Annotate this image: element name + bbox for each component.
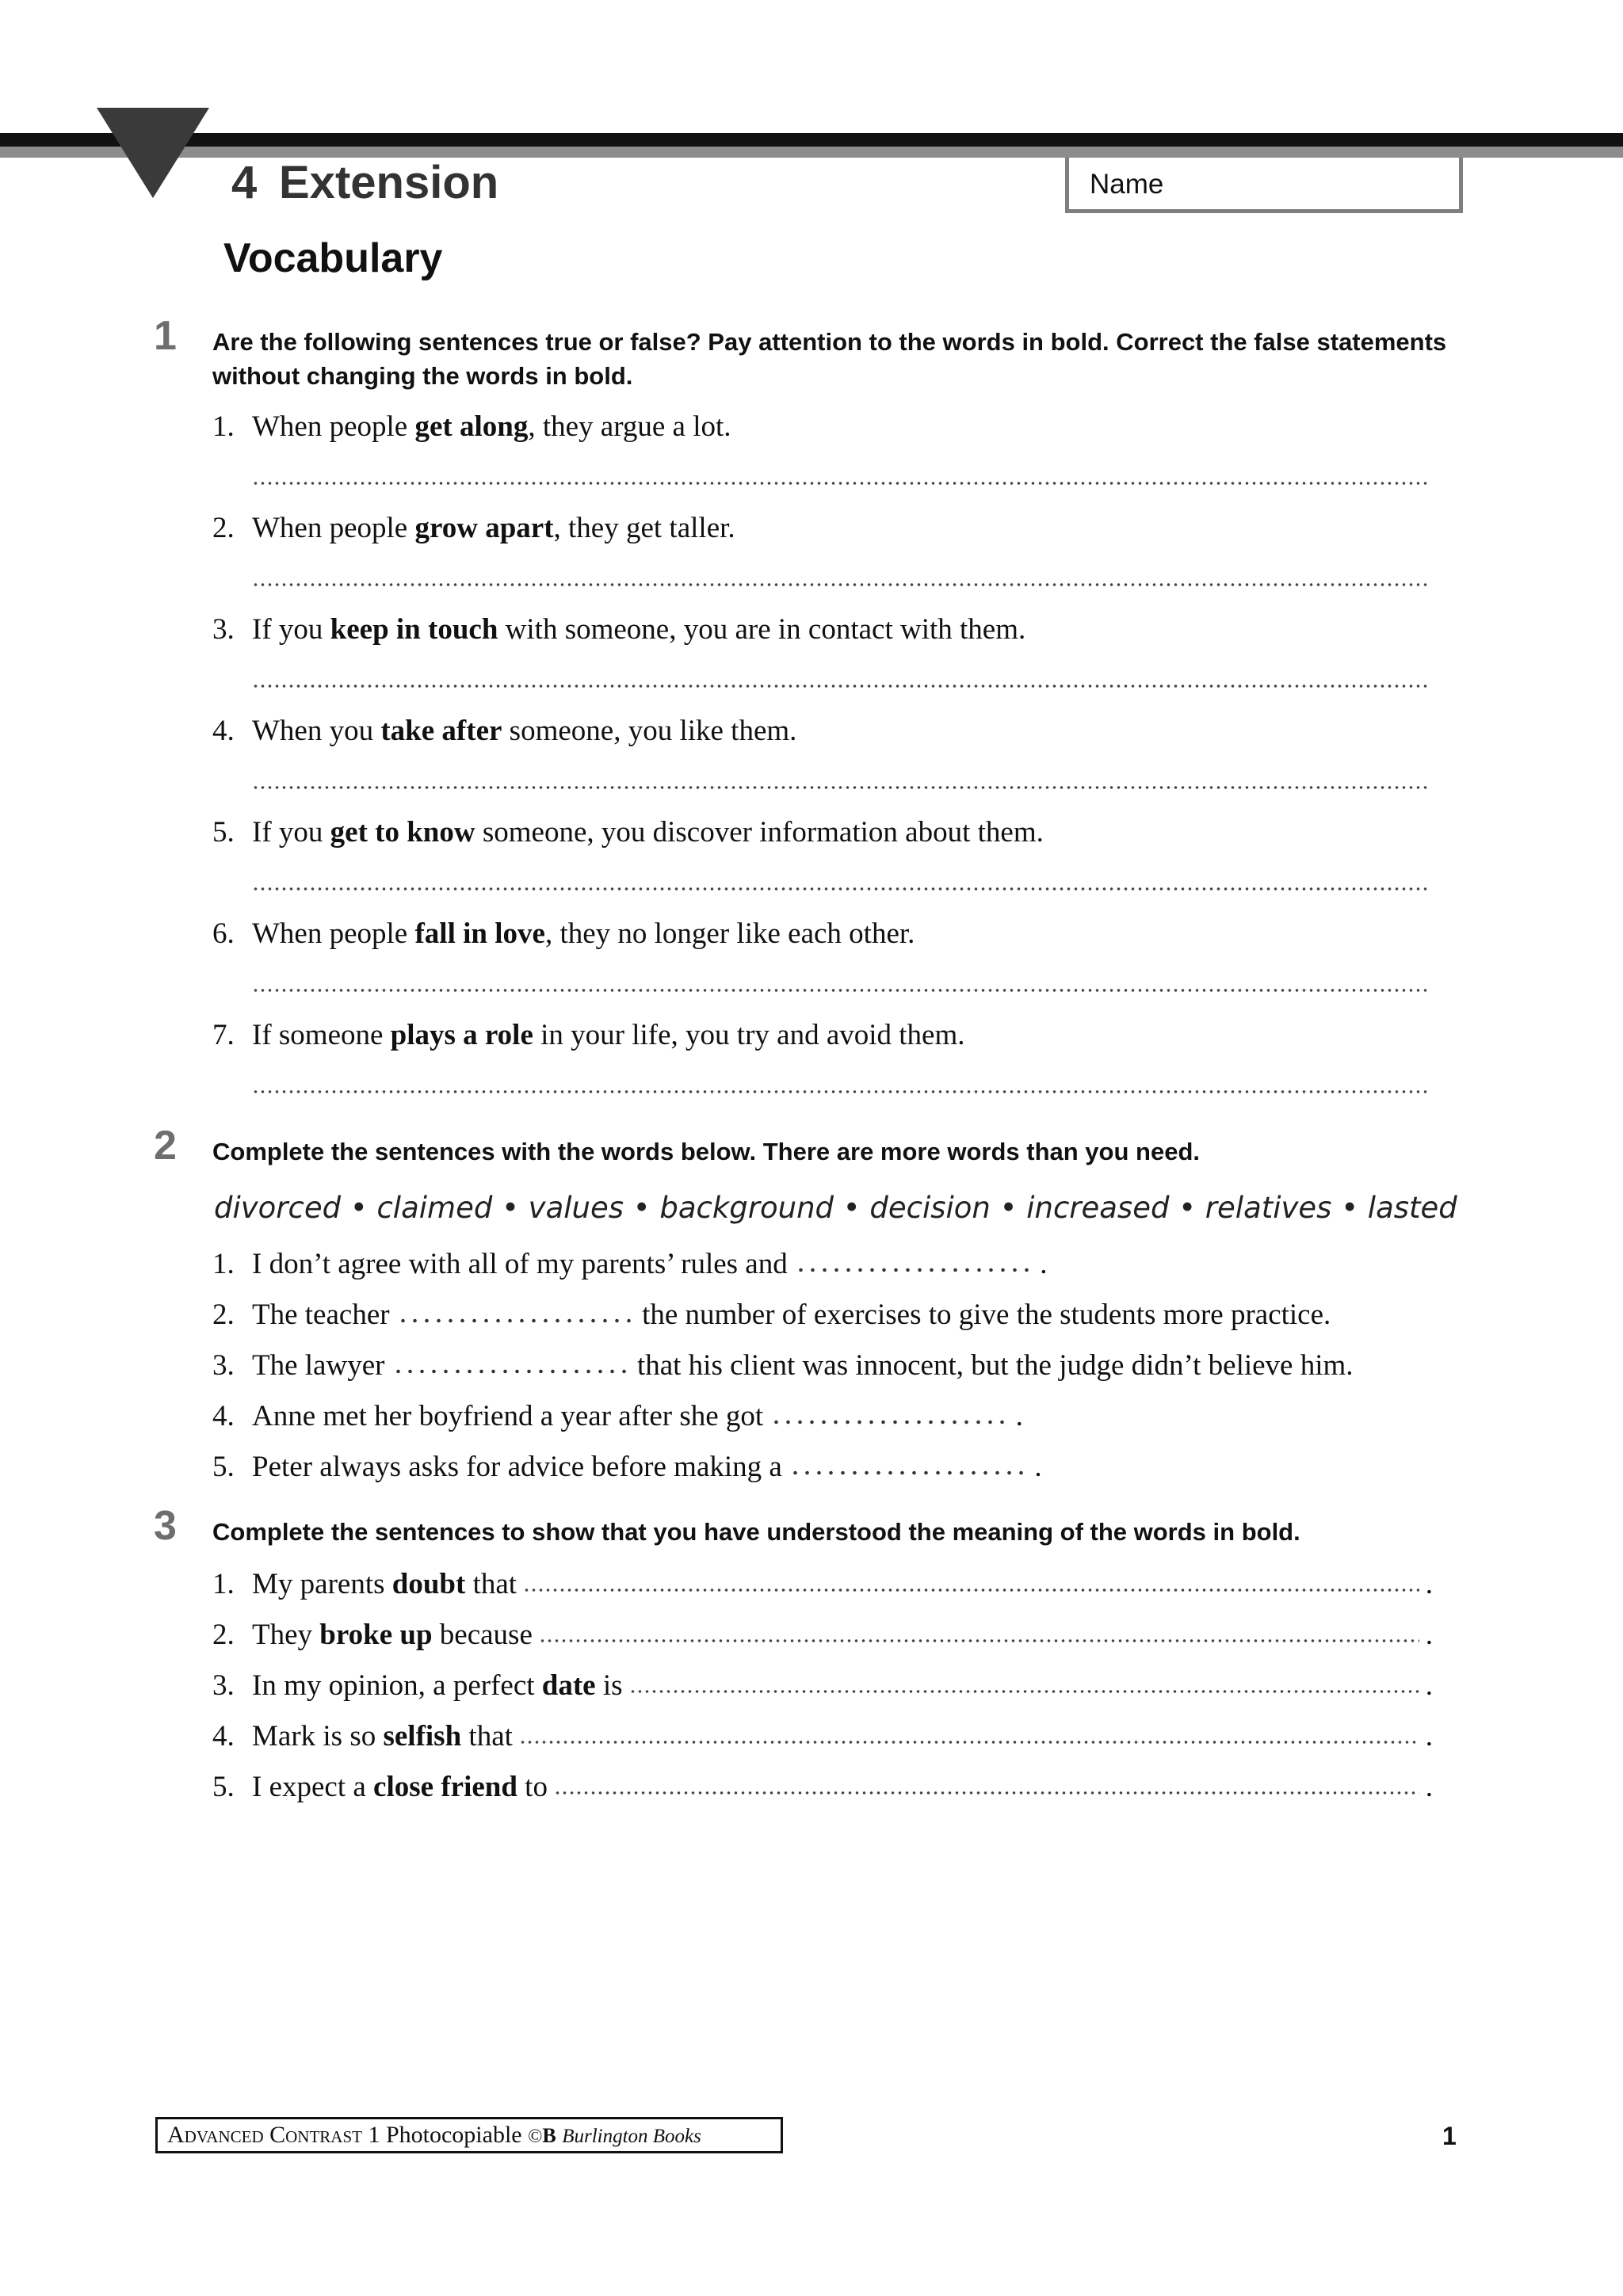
exercise-item: 4. Mark is so selfish that . [212,1720,1433,1753]
exercise-number: 2 [154,1123,177,1169]
answer-line[interactable] [554,1790,1419,1796]
exercise-instruction: Complete the sentences to show that you have understood the meaning of the words in bold. [212,1518,1300,1546]
answer-line[interactable] [252,886,1428,892]
blank-gap[interactable] [795,1267,1033,1273]
answer-line[interactable] [252,784,1428,791]
header-band [0,133,1623,147]
footer-publisher: Burlington Books [562,2126,701,2147]
answer-line[interactable] [252,480,1428,486]
exercise-item: 6. When people fall in love, they no longer like each other. [212,917,915,950]
exercise-number: 1 [154,313,177,359]
answer-line[interactable] [523,1587,1419,1593]
answer-line[interactable] [252,987,1428,994]
section-title: Vocabulary [223,235,443,281]
blank-gap[interactable] [392,1368,630,1375]
footer-brand: Advanced Contrast 1 [167,2122,380,2148]
answer-line[interactable] [519,1739,1419,1745]
name-label: Name [1090,169,1164,200]
exercise-item: 5. Peter always asks for advice before making a . [212,1451,1042,1483]
exercise-item: 3. The lawyer that his client was innocent, but the judge didn’t believe him. [212,1349,1354,1382]
exercise-item: 7. If someone plays a role in your life, you try and avoid them. [212,1019,965,1051]
exercise-item: 3. If you keep in touch with someone, you are in contact with them. [212,613,1026,646]
exercise-item: 1. When people get along, they argue a lot. [212,410,731,443]
blank-gap[interactable] [397,1318,635,1324]
blank-gap[interactable] [770,1419,1008,1425]
exercise-item: 2. The teacher the number of exercises to give the students more practice. [212,1299,1331,1331]
word-box: divorced • claimed • values • background • decision • increased • relatives • lasted [214,1191,1457,1225]
exercise-instruction: Complete the sentences with the words below. There are more words than you need. [212,1138,1200,1165]
exercise-item: 1. I don’t agree with all of my parents’ rules and . [212,1248,1048,1280]
name-field[interactable] [1065,158,1463,213]
exercise-item: 5. If you get to know someone, you discover information about them. [212,816,1044,849]
footer-label: Photocopiable [385,2122,522,2148]
unit-number: 4 [231,157,258,208]
exercise-item: 2. They broke up because . [212,1619,1433,1651]
unit-triangle-icon [97,108,209,198]
exercise-item: 5. I expect a close friend to . [212,1771,1433,1803]
answer-line[interactable] [539,1638,1419,1644]
exercise-instruction: Are the following sentences true or false? Pay attention to the words in bold. Correct the false statements without changing the words in bold. [212,328,1447,390]
copyright-symbol: © [528,2126,543,2147]
answer-line[interactable] [252,1089,1428,1095]
answer-line[interactable] [252,582,1428,588]
unit-title: Extension [279,157,499,208]
publisher-logo-icon: B [542,2124,556,2147]
exercise-item: 2. When people grow apart, they get taller. [212,512,735,544]
exercise-item: 1. My parents doubt that . [212,1568,1433,1600]
exercise-item: 4. Anne met her boyfriend a year after she got . [212,1400,1023,1432]
exercise-item: 3. In my opinion, a perfect date is . [212,1669,1433,1702]
page-number: 1 [1442,2122,1457,2150]
answer-line[interactable] [252,683,1428,689]
blank-gap[interactable] [789,1470,1027,1476]
exercise-number: 3 [154,1503,177,1549]
footer-credit [155,2117,783,2153]
exercise-item: 4. When you take after someone, you like them. [212,715,797,747]
answer-line[interactable] [629,1688,1419,1695]
